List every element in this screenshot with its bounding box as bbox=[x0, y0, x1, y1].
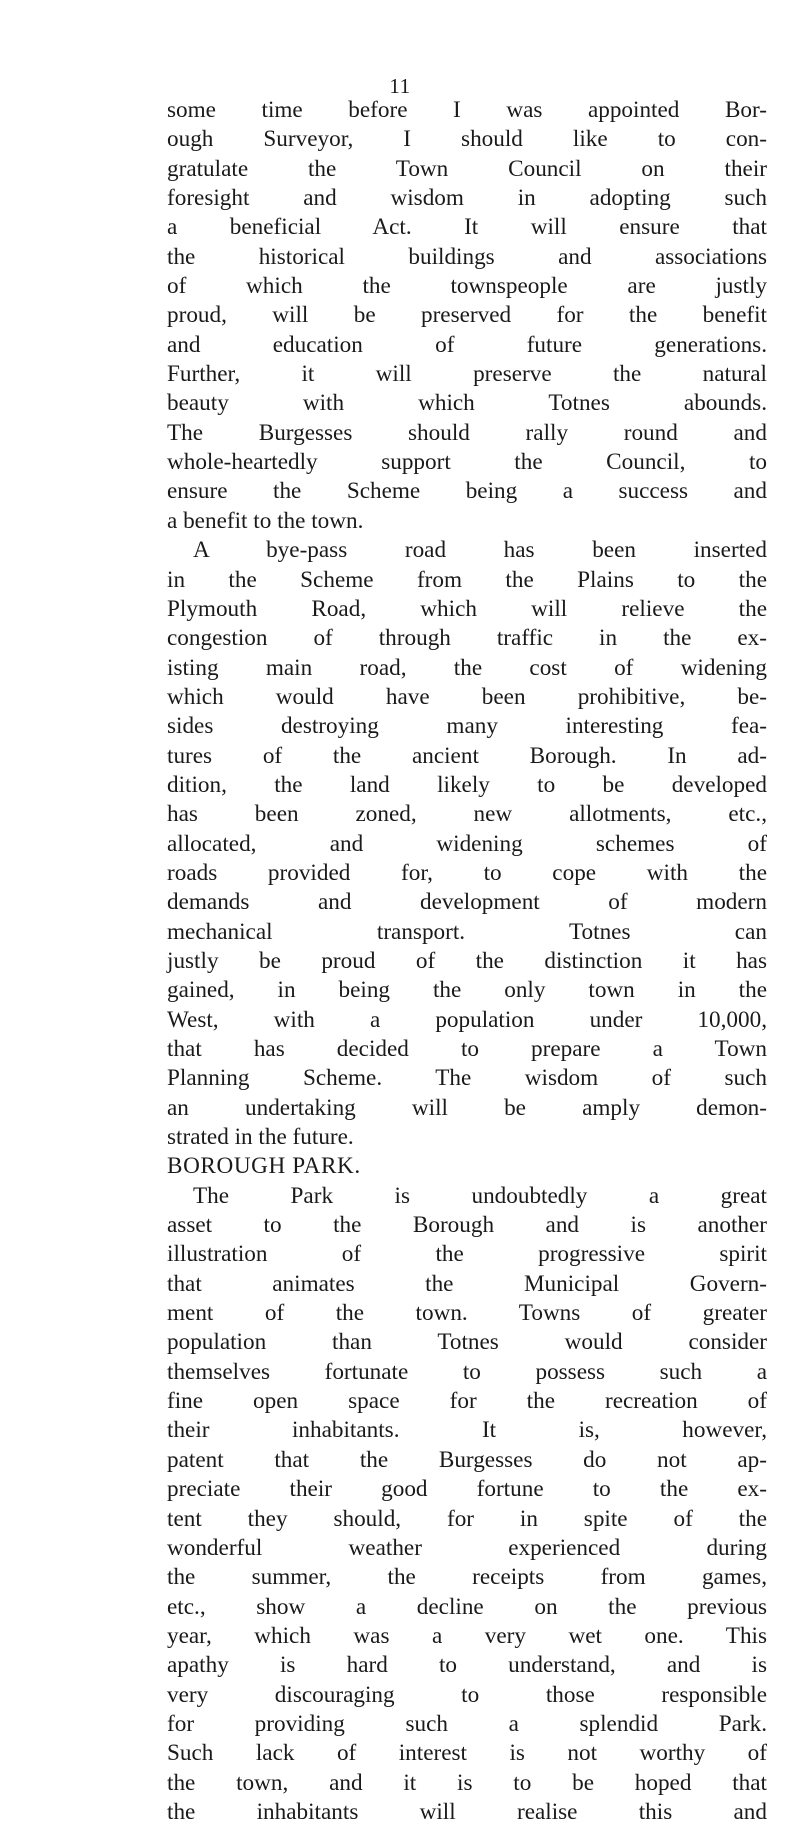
text-line: the inhabitants will realise this and bbox=[167, 1798, 767, 1825]
text-line: strated in the future. bbox=[167, 1124, 354, 1151]
text-line: preciate their good fortune to the ex- bbox=[167, 1476, 767, 1503]
text-line: Such lack of interest is not worthy of bbox=[167, 1740, 767, 1767]
text-line: a benefit to the town. bbox=[167, 507, 364, 534]
text-line: their inhabitants. It is, however, bbox=[167, 1417, 767, 1444]
text-line: and education of future generations. bbox=[167, 331, 767, 358]
page-body bbox=[167, 96, 767, 1827]
text-line: whole-heartedly support the Council, to bbox=[167, 449, 767, 476]
text-line: which would have been prohibitive, be- bbox=[167, 683, 767, 710]
text-line: proud, will be preserved for the benefit bbox=[167, 302, 767, 329]
text-line: ensure the Scheme being a success and bbox=[167, 478, 767, 505]
text-line: year, which was a very wet one. This bbox=[167, 1622, 767, 1649]
text-line: sides destroying many interesting fea- bbox=[167, 713, 767, 740]
text-line: mechanical transport. Totnes can bbox=[167, 918, 767, 945]
text-line: the town, and it is to be hoped that bbox=[167, 1769, 767, 1796]
text-line: for providing such a splendid Park. bbox=[167, 1710, 767, 1737]
text-line: demands and development of modern bbox=[167, 889, 767, 916]
text-line: dition, the land likely to be developed bbox=[167, 771, 767, 798]
text-line: allocated, and widening schemes of bbox=[167, 830, 767, 857]
text-line: Further, it will preserve the natural bbox=[167, 361, 767, 388]
text-line: the summer, the receipts from games, bbox=[167, 1564, 767, 1591]
text-line: of which the townspeople are justly bbox=[167, 273, 767, 300]
text-line: gratulate the Town Council on their bbox=[167, 155, 767, 182]
text-line: justly be proud of the distinction it has bbox=[167, 947, 767, 974]
paragraph-1 bbox=[167, 96, 767, 536]
text-line: ough Surveyor, I should like to con- bbox=[167, 126, 767, 153]
text-line: The Park is undoubtedly a great bbox=[193, 1182, 767, 1209]
text-line: isting main road, the cost of widening bbox=[167, 654, 767, 681]
text-line: foresight and wisdom in adopting such bbox=[167, 185, 767, 212]
text-line: that has decided to prepare a Town bbox=[167, 1036, 767, 1062]
text-line: Planning Scheme. The wisdom of such bbox=[167, 1065, 767, 1092]
text-line: The Burgesses should rally round and bbox=[167, 419, 767, 446]
text-line: beauty with which Totnes abounds. bbox=[167, 390, 767, 417]
text-line: A bye-pass road has been inserted bbox=[193, 537, 767, 564]
text-line: gained, in being the only town in the bbox=[167, 977, 767, 1004]
page-number: 11 bbox=[389, 74, 411, 98]
text-line: roads provided for, to cope with the bbox=[167, 859, 767, 886]
text-line: themselves fortunate to possess such a bbox=[167, 1358, 767, 1385]
text-line: ment of the town. Towns of greater bbox=[167, 1300, 767, 1327]
text-line: illustration of the progressive spirit bbox=[167, 1241, 767, 1268]
text-line: an undertaking will be amply demon- bbox=[167, 1094, 767, 1121]
text-line: patent that the Burgesses do not ap- bbox=[167, 1446, 767, 1473]
text-line: a beneficial Act. It will ensure that bbox=[167, 214, 767, 241]
text-line: very discouraging to those responsible bbox=[167, 1681, 767, 1708]
paragraph-2 bbox=[167, 536, 767, 1152]
text-line: tures of the ancient Borough. In ad- bbox=[167, 742, 767, 769]
section-heading: BOROUGH PARK. bbox=[167, 1153, 361, 1180]
text-line: Plymouth Road, which will relieve the bbox=[167, 595, 767, 622]
text-line: some time before I was appointed Bor- bbox=[167, 97, 767, 123]
text-line: that animates the Municipal Govern- bbox=[167, 1270, 767, 1297]
text-line: congestion of through traffic in the ex- bbox=[167, 625, 767, 652]
paragraph-3 bbox=[167, 1182, 767, 1827]
text-line: has been zoned, new allotments, etc., bbox=[167, 801, 767, 828]
text-line: asset to the Borough and is another bbox=[167, 1212, 767, 1239]
text-line: etc., show a decline on the previous bbox=[167, 1593, 767, 1620]
text-line: fine open space for the recreation of bbox=[167, 1388, 767, 1415]
text-line: in the Scheme from the Plains to the bbox=[167, 566, 767, 593]
text-line: tent they should, for in spite of the bbox=[167, 1505, 767, 1532]
text-line: the historical buildings and associations bbox=[167, 243, 767, 270]
text-line: population than Totnes would consider bbox=[167, 1329, 767, 1356]
text-line: wonderful weather experienced during bbox=[167, 1534, 767, 1561]
text-line: apathy is hard to understand, and is bbox=[167, 1652, 767, 1679]
text-line: West, with a population under 10,000, bbox=[167, 1006, 767, 1033]
